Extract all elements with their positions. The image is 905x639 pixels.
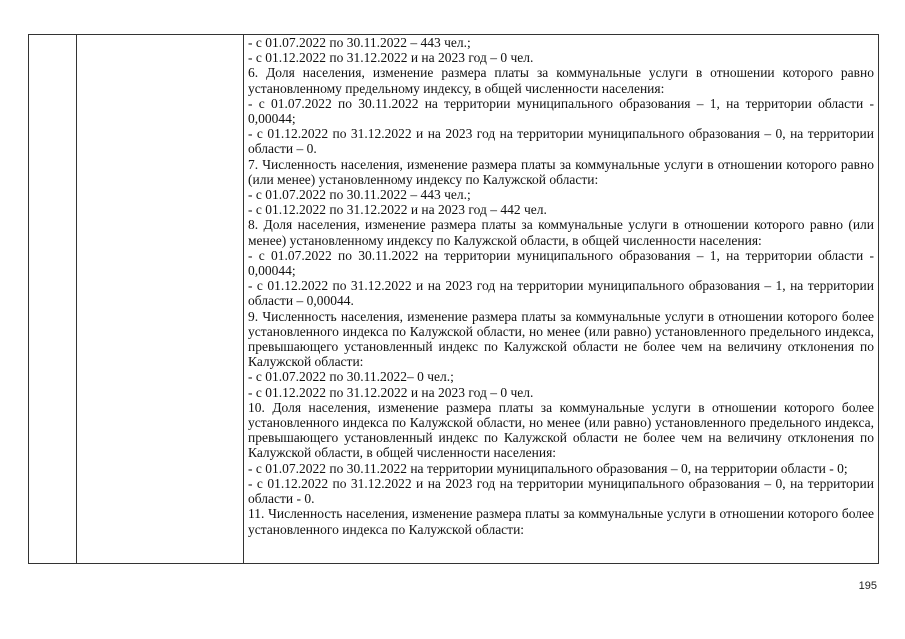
paragraph: 8. Доля населения, изменение размера платы за коммунальные услуги в отношении которого равно (или менее) установленному индексу по Калужской области, в общей численности населения: bbox=[248, 217, 874, 248]
document-table bbox=[28, 34, 879, 564]
number-cell bbox=[29, 35, 77, 564]
paragraph: - с 01.07.2022 по 30.11.2022 – 443 чел.; bbox=[248, 187, 471, 203]
paragraph: - с 01.12.2022 по 31.12.2022 и на 2023 год – 0 чел. bbox=[248, 50, 534, 66]
paragraph: 9. Численность населения, изменение размера платы за коммунальные услуги в отношении которого более установленного индекса по Калужской области, но менее (или равно) установленного предельного индекса, превышающего установленный индекс по Калужской области не более чем на величину отклонения по Калужской области: bbox=[248, 308, 874, 370]
page-number: 195 bbox=[858, 580, 877, 592]
paragraph: 11. Численность населения, изменение размера платы за коммунальные услуги в отношении которого более установленного индекса по Калужской области: bbox=[248, 506, 874, 537]
paragraph: - с 01.07.2022 по 30.11.2022 на территории муниципального образования – 0, на территории области - 0; bbox=[248, 460, 848, 476]
paragraph: - с 01.07.2022 по 30.11.2022 на территории муниципального образования – 1, на территории области - 0,00044; bbox=[248, 95, 874, 127]
paragraph: 7. Численность населения, изменение размера платы за коммунальные услуги в отношении которого равно (или менее) установленному индексу по Калужской области: bbox=[248, 156, 874, 187]
paragraph: - с 01.12.2022 по 31.12.2022 и на 2023 год – 442 чел. bbox=[248, 202, 547, 218]
paragraph: - с 01.07.2022 по 30.11.2022 – 443 чел.; bbox=[248, 35, 471, 50]
paragraph: - с 01.07.2022 по 30.11.2022 на территории муниципального образования – 1, на территории области - 0,00044; bbox=[248, 247, 874, 279]
table-row bbox=[29, 35, 879, 564]
text-block bbox=[248, 35, 874, 537]
paragraph: - с 01.07.2022 по 30.11.2022– 0 чел.; bbox=[248, 369, 454, 385]
paragraph: 6. Доля населения, изменение размера платы за коммунальные услуги в отношении которого равно установленному предельному индексу, в общей численности населения: bbox=[248, 65, 874, 96]
paragraph: - с 01.12.2022 по 31.12.2022 и на 2023 год на территории муниципального образования – 1, на территории области – 0,00044. bbox=[248, 278, 874, 309]
name-cell bbox=[77, 35, 244, 564]
paragraph: - с 01.12.2022 по 31.12.2022 и на 2023 год – 0 чел. bbox=[248, 384, 534, 400]
paragraph: 10. Доля населения, изменение размера платы за коммунальные услуги в отношении которого более установленного индекса по Калужской области, но менее (или равно) установленного предельного индекса, превышающего установленный индекс по Калужской области не более чем на величину отклонения по Калужской области, в общей численности населения: bbox=[248, 399, 874, 461]
paragraph: - с 01.12.2022 по 31.12.2022 и на 2023 год на территории муниципального образования – 0, на территории области – 0. bbox=[248, 126, 874, 157]
text-cell bbox=[244, 35, 879, 564]
paragraph: - с 01.12.2022 по 31.12.2022 и на 2023 год на территории муниципального образования – 0, на территории области - 0. bbox=[248, 475, 874, 507]
